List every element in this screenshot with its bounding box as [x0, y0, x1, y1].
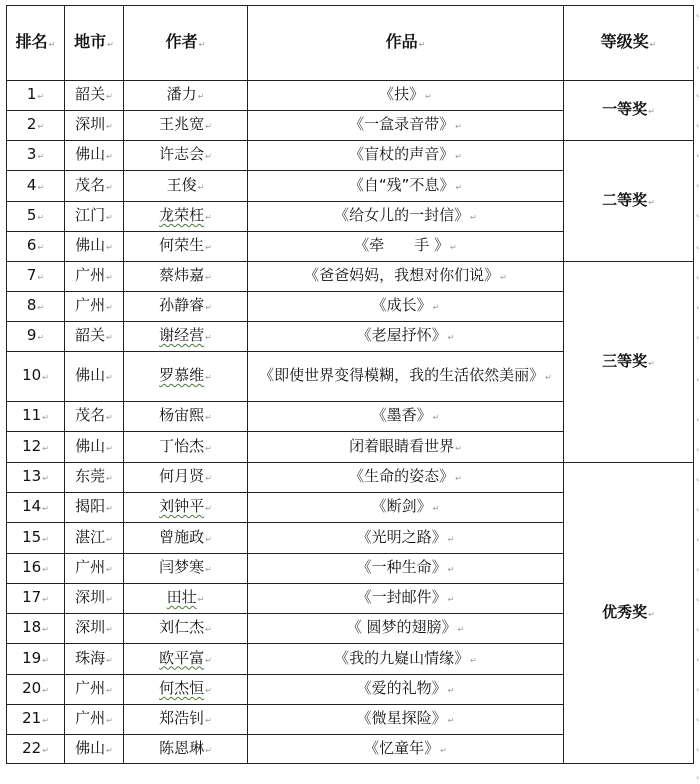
- city-cell: 广州↵: [65, 675, 124, 705]
- author-cell: 郑浩钊↵: [124, 705, 248, 735]
- author-cell: 何杰恒↵: [124, 675, 248, 705]
- author-cell: 王俊↵: [124, 171, 248, 202]
- work-cell: 《老屋抒怀》↵: [248, 322, 564, 352]
- table-row: [7, 262, 694, 292]
- table-row: [7, 463, 694, 493]
- city-cell: 茂名↵: [65, 171, 124, 202]
- work-cell: 《墨香》↵: [248, 402, 564, 432]
- work-cell: 《 圆梦的翅膀》↵: [248, 614, 564, 644]
- city-cell: 揭阳↵: [65, 493, 124, 523]
- city-cell: 深圳↵: [65, 584, 124, 614]
- city-cell: 广州↵: [65, 262, 124, 292]
- rank-cell: 5↵: [7, 202, 65, 232]
- work-cell: 《扶》↵: [248, 81, 564, 111]
- author-cell: 龙荣枉↵: [124, 202, 248, 232]
- city-cell: 茂名↵: [65, 402, 124, 432]
- rank-cell: 9↵: [7, 322, 65, 352]
- author-cell: 何月贤↵: [124, 463, 248, 493]
- work-cell: 《微星探险》↵: [248, 705, 564, 735]
- header-author: 作者↵: [124, 6, 248, 81]
- work-cell: 《一封邮件》↵: [248, 584, 564, 614]
- work-cell: 《断剑》↵: [248, 493, 564, 523]
- rank-cell: 3↵: [7, 141, 65, 171]
- work-cell: 《自“残”不息》↵: [248, 171, 564, 202]
- header-work: 作品↵: [248, 6, 564, 81]
- city-cell: 广州↵: [65, 292, 124, 322]
- work-cell: 《我的九嶷山情缘》↵: [248, 644, 564, 675]
- work-cell: 《盲杖的声音》↵: [248, 141, 564, 171]
- rank-cell: 14↵: [7, 493, 65, 523]
- work-cell: 《一种生命》↵: [248, 554, 564, 584]
- work-cell: 《给女儿的一封信》↵: [248, 202, 564, 232]
- rank-cell: 18↵: [7, 614, 65, 644]
- header-rank: 排名↵: [7, 6, 65, 81]
- work-cell: 《成长》↵: [248, 292, 564, 322]
- award-third-cell: 三等奖↵: [564, 262, 694, 463]
- rank-cell: 16↵: [7, 554, 65, 584]
- author-cell: 潘力↵: [124, 81, 248, 111]
- rank-cell: 12↵: [7, 432, 65, 463]
- rank-cell: 19↵: [7, 644, 65, 675]
- work-cell: 《生命的姿态》↵: [248, 463, 564, 493]
- city-cell: 佛山↵: [65, 432, 124, 463]
- work-cell: 《爸爸妈妈，我想对你们说》↵: [248, 262, 564, 292]
- rank-cell: 13↵: [7, 463, 65, 493]
- author-cell: 闫梦寒↵: [124, 554, 248, 584]
- author-cell: 罗慕维↵: [124, 352, 248, 402]
- author-cell: 蔡炜嘉↵: [124, 262, 248, 292]
- author-cell: 曾施政↵: [124, 523, 248, 554]
- work-cell: 《一盒录音带》↵: [248, 111, 564, 141]
- rank-cell: 1↵: [7, 81, 65, 111]
- city-cell: 韶关↵: [65, 81, 124, 111]
- author-cell: 欧平富↵: [124, 644, 248, 675]
- work-cell: 《牵 手 》↵: [248, 232, 564, 262]
- author-cell: 谢经营↵: [124, 322, 248, 352]
- author-cell: 田壮↵: [124, 584, 248, 614]
- city-cell: 佛山↵: [65, 232, 124, 262]
- city-cell: 佛山↵: [65, 352, 124, 402]
- city-cell: 深圳↵: [65, 111, 124, 141]
- rank-cell: 15↵: [7, 523, 65, 554]
- rank-cell: 20↵: [7, 675, 65, 705]
- rank-cell: 22↵: [7, 735, 65, 764]
- author-cell: 何荣生↵: [124, 232, 248, 262]
- rank-cell: 6↵: [7, 232, 65, 262]
- city-cell: 佛山↵: [65, 141, 124, 171]
- work-cell: 《即使世界变得模糊，我的生活依然美丽》↵: [248, 352, 564, 402]
- rank-cell: 8↵: [7, 292, 65, 322]
- rank-cell: 17↵: [7, 584, 65, 614]
- city-cell: 东莞↵: [65, 463, 124, 493]
- city-cell: 广州↵: [65, 705, 124, 735]
- city-cell: 珠海↵: [65, 644, 124, 675]
- header-city: 地市↵: [65, 6, 124, 81]
- rank-cell: 11↵: [7, 402, 65, 432]
- rank-cell: 2↵: [7, 111, 65, 141]
- city-cell: 佛山↵: [65, 735, 124, 764]
- table-row: [7, 81, 694, 111]
- work-cell: 《忆童年》↵: [248, 735, 564, 764]
- right-edge-paragraph-marks: ‹ ‹ ‹ ‹ ‹ ‹ ‹ ‹ ‹ ‹ ‹ ‹ ‹ ‹ ‹ ‹ ‹ ‹ ‹ ‹ ‹ ‹ ‹ ‹ ‹: [696, 11, 700, 782]
- rank-cell: 7↵: [7, 262, 65, 292]
- header-row: [7, 6, 694, 81]
- author-cell: 刘钟平↵: [124, 493, 248, 523]
- author-cell: 孙静睿↵: [124, 292, 248, 322]
- city-cell: 韶关↵: [65, 322, 124, 352]
- author-cell: 陈恩琳↵: [124, 735, 248, 764]
- rank-cell: 10↵: [7, 352, 65, 402]
- award-second-cell: 二等奖↵: [564, 141, 694, 262]
- award-first-cell: 一等奖↵: [564, 81, 694, 141]
- header-award: 等级奖↵: [564, 6, 694, 81]
- awards-table: [6, 5, 694, 764]
- table-row: [7, 141, 694, 171]
- city-cell: 江门↵: [65, 202, 124, 232]
- city-cell: 湛江↵: [65, 523, 124, 554]
- work-cell: 闭着眼睛看世界↵: [248, 432, 564, 463]
- author-cell: 许志会↵: [124, 141, 248, 171]
- award-excellence-cell: 优秀奖↵: [564, 463, 694, 764]
- work-cell: 《爱的礼物》↵: [248, 675, 564, 705]
- city-cell: 深圳↵: [65, 614, 124, 644]
- author-cell: 杨宙熙↵: [124, 402, 248, 432]
- author-cell: 王兆宽↵: [124, 111, 248, 141]
- rank-cell: 21↵: [7, 705, 65, 735]
- work-cell: 《光明之路》↵: [248, 523, 564, 554]
- city-cell: 广州↵: [65, 554, 124, 584]
- author-cell: 丁怡杰↵: [124, 432, 248, 463]
- rank-cell: 4↵: [7, 171, 65, 202]
- author-cell: 刘仁杰↵: [124, 614, 248, 644]
